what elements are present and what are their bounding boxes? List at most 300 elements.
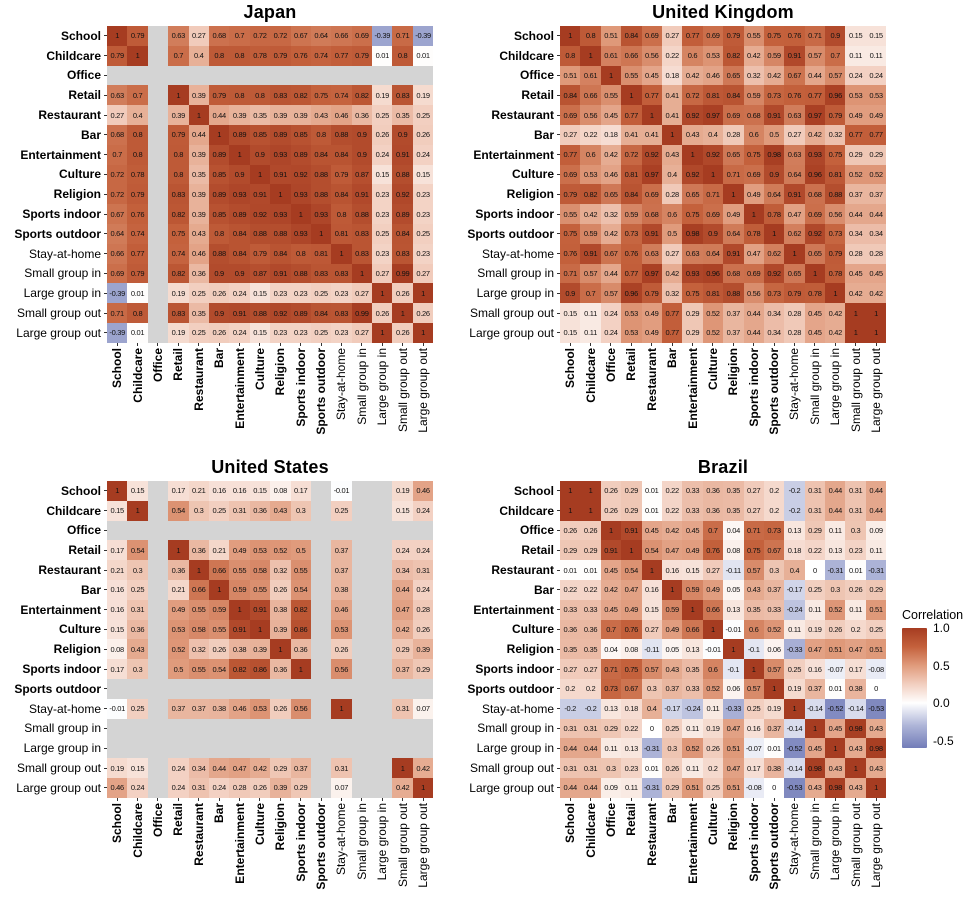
heatmap-cell: 0.36 bbox=[703, 481, 723, 501]
heatmap-cell: 0.8 bbox=[311, 125, 331, 145]
heatmap-cell: 0.51 bbox=[825, 639, 845, 659]
y-axis-label: Office bbox=[0, 521, 107, 541]
heatmap-cell: 0.23 bbox=[372, 244, 392, 264]
heatmap-cell: 0.77 bbox=[621, 105, 641, 125]
y-axis-label: Bar bbox=[453, 125, 560, 145]
heatmap-cell: 0.43 bbox=[311, 105, 331, 125]
heatmap-cell: 0.24 bbox=[127, 778, 147, 798]
heatmap-cell: 0.08 bbox=[270, 481, 290, 501]
x-axis-label: Childcare bbox=[127, 343, 147, 435]
heatmap-cell: 0.7 bbox=[168, 46, 188, 66]
heatmap-cell: 0.15 bbox=[127, 481, 147, 501]
heatmap-cell: 0.43 bbox=[845, 778, 865, 798]
heatmap-cell: 0.69 bbox=[723, 105, 743, 125]
heatmap-cell: 0.27 bbox=[189, 26, 209, 46]
heatmap-cell: 0.49 bbox=[723, 204, 743, 224]
heatmap-cell: 0.3 bbox=[764, 560, 784, 580]
heatmap-cell: 0.92 bbox=[642, 145, 662, 165]
axis-tick bbox=[692, 343, 693, 346]
heatmap-cell: 0.32 bbox=[744, 66, 764, 86]
y-axis-label: Childcare bbox=[0, 46, 107, 66]
heatmap-cell: 0.87 bbox=[352, 165, 372, 185]
heatmap-cell: 0.9 bbox=[352, 145, 372, 165]
heatmap-cell: 0.53 bbox=[866, 85, 886, 105]
heatmap-cell: 1 bbox=[560, 26, 580, 46]
axis-tick bbox=[814, 798, 815, 801]
heatmap-cell: 0.27 bbox=[352, 323, 372, 343]
heatmap-cell: 0.3 bbox=[291, 501, 311, 521]
heatmap-cell: 0.25 bbox=[805, 580, 825, 600]
heatmap-cell: 0.72 bbox=[107, 165, 127, 185]
heatmap-cell: 0.92 bbox=[250, 204, 270, 224]
heatmap-cell: 0.15 bbox=[107, 501, 127, 521]
heatmap-cell bbox=[189, 719, 209, 739]
heatmap-cell: 0.78 bbox=[744, 224, 764, 244]
heatmap-cell: -0.39 bbox=[107, 323, 127, 343]
heatmap-cell bbox=[127, 719, 147, 739]
heatmap-cell: 0.4 bbox=[703, 125, 723, 145]
heatmap-cell: 0.88 bbox=[209, 244, 229, 264]
heatmap-cell: 0.19 bbox=[764, 699, 784, 719]
heatmap-cell: 0.11 bbox=[580, 303, 600, 323]
heatmap-cell: 0.23 bbox=[621, 758, 641, 778]
heatmap-cell: 0.29 bbox=[845, 145, 865, 165]
x-axis-label: Office bbox=[148, 798, 168, 890]
heatmap-cell: 0.91 bbox=[764, 105, 784, 125]
heatmap-cell: 0.18 bbox=[601, 125, 621, 145]
y-axis-label: Large group out bbox=[0, 323, 107, 343]
heatmap-cell: 0.13 bbox=[784, 521, 804, 541]
heatmap-cell: 0.9 bbox=[352, 125, 372, 145]
x-axis-label: Retail bbox=[168, 343, 188, 435]
x-axis-label: Childcare bbox=[580, 343, 600, 435]
heatmap-cell: 0.53 bbox=[845, 85, 865, 105]
y-axis-label: Retail bbox=[0, 85, 107, 105]
heatmap-cell: 0.27 bbox=[784, 125, 804, 145]
heatmap-cell: -0.08 bbox=[866, 659, 886, 679]
x-axis-label: Sports outdoor bbox=[764, 798, 784, 890]
heatmap-cell: 0.42 bbox=[866, 283, 886, 303]
x-axis-label: Large group in bbox=[372, 343, 392, 435]
axis-tick bbox=[321, 343, 322, 346]
heatmap-cell: 0.8 bbox=[291, 244, 311, 264]
heatmap-cell: 0.82 bbox=[168, 264, 188, 284]
heatmap-cell: 0.42 bbox=[392, 620, 412, 640]
heatmap-cell: 0.62 bbox=[784, 224, 804, 244]
heatmap-cell: 0.53 bbox=[331, 620, 351, 640]
heatmap-cell: 0.01 bbox=[642, 758, 662, 778]
heatmap-cell bbox=[311, 699, 331, 719]
heatmap-cell: 0.84 bbox=[723, 85, 743, 105]
heatmap-cell: 0.54 bbox=[291, 580, 311, 600]
heatmap-cell: 0.69 bbox=[703, 204, 723, 224]
heatmap-cell: 0.32 bbox=[270, 560, 290, 580]
heatmap-cell bbox=[148, 224, 168, 244]
panel-united-kingdom bbox=[453, 0, 906, 455]
heatmap-cell: 0.01 bbox=[127, 323, 147, 343]
heatmap-cell: 0.98 bbox=[682, 224, 702, 244]
heatmap-cell: 0.35 bbox=[744, 600, 764, 620]
heatmap-cell bbox=[229, 719, 249, 739]
heatmap-cell: 0.36 bbox=[560, 620, 580, 640]
heatmap-cell: 0.22 bbox=[560, 580, 580, 600]
heatmap-cell: 0.71 bbox=[560, 264, 580, 284]
heatmap-cell: 0.19 bbox=[413, 85, 433, 105]
heatmap-cell: 0.45 bbox=[642, 521, 662, 541]
y-axis-label: Restaurant bbox=[0, 560, 107, 580]
heatmap-cell: 0.09 bbox=[866, 521, 886, 541]
heatmap-cell bbox=[291, 719, 311, 739]
heatmap-cell: 0.26 bbox=[331, 639, 351, 659]
heatmap-cell: 0.69 bbox=[642, 184, 662, 204]
x-axis-label: Large group out bbox=[413, 343, 433, 435]
heatmap-cell bbox=[372, 659, 392, 679]
heatmap-cell: 0.44 bbox=[825, 501, 845, 521]
heatmap-cell: 0.88 bbox=[250, 303, 270, 323]
heatmap-cell: 0.76 bbox=[703, 540, 723, 560]
x-axis bbox=[560, 798, 906, 890]
heatmap-cell: 0.57 bbox=[744, 560, 764, 580]
heatmap-cell: 0.44 bbox=[189, 125, 209, 145]
heatmap-cell bbox=[413, 679, 433, 699]
heatmap-cell: 0.31 bbox=[805, 501, 825, 521]
heatmap-cell bbox=[352, 501, 372, 521]
heatmap-cell: 0.51 bbox=[682, 778, 702, 798]
heatmap-cell: 0.8 bbox=[127, 125, 147, 145]
heatmap-cell: 0.25 bbox=[413, 224, 433, 244]
heatmap-cell: 0.23 bbox=[845, 540, 865, 560]
heatmap-cell: 0.3 bbox=[825, 580, 845, 600]
heatmap-cell: 0.89 bbox=[229, 204, 249, 224]
heatmap-cell: 0.77 bbox=[662, 323, 682, 343]
heatmap-cell: 0.58 bbox=[250, 560, 270, 580]
panel-brazil bbox=[453, 455, 906, 910]
heatmap-cell: 0.8 bbox=[580, 26, 600, 46]
heatmap-cell: 0.81 bbox=[621, 165, 641, 185]
heatmap-cell: 0.34 bbox=[845, 224, 865, 244]
heatmap-cell: 0.19 bbox=[703, 719, 723, 739]
heatmap-cell: 0.73 bbox=[764, 85, 784, 105]
panel-title-brazil: Brazil bbox=[697, 457, 749, 477]
heatmap-cell: 1 bbox=[845, 303, 865, 323]
heatmap-cell: 0.33 bbox=[560, 600, 580, 620]
heatmap-cell: 0.84 bbox=[229, 244, 249, 264]
heatmap-cell: 0.83 bbox=[392, 85, 412, 105]
heatmap-cell: 0.37 bbox=[168, 699, 188, 719]
y-axis-label: Small group in bbox=[453, 719, 560, 739]
heatmap-cell: 0.25 bbox=[866, 620, 886, 640]
heatmap-cell: 0.25 bbox=[372, 224, 392, 244]
heatmap-cell: 0.37 bbox=[189, 699, 209, 719]
heatmap-cell: 0.8 bbox=[168, 145, 188, 165]
y-axis-label: Retail bbox=[453, 85, 560, 105]
heatmap-cell: 0.92 bbox=[682, 165, 702, 185]
heatmap-cell: 0.66 bbox=[621, 46, 641, 66]
heatmap-cell: 1 bbox=[764, 224, 784, 244]
axis-tick bbox=[855, 343, 856, 346]
heatmap-cell: 0.15 bbox=[413, 165, 433, 185]
heatmap-cell: 0.08 bbox=[723, 540, 743, 560]
heatmap-cell: 0.68 bbox=[107, 125, 127, 145]
heatmap-cell: 0.24 bbox=[845, 66, 865, 86]
heatmap-cell: 0.82 bbox=[291, 600, 311, 620]
heatmap-cell: 0.79 bbox=[723, 26, 743, 46]
x-axis-label: Culture bbox=[703, 343, 723, 435]
heatmap-cell bbox=[148, 679, 168, 699]
heatmap-cell: 1 bbox=[682, 600, 702, 620]
heatmap-cell bbox=[352, 521, 372, 541]
heatmap-cell: 0.42 bbox=[764, 66, 784, 86]
heatmap-cell: 0.68 bbox=[744, 105, 764, 125]
heatmap-cell bbox=[331, 521, 351, 541]
heatmap-cell: 0.39 bbox=[270, 105, 290, 125]
heatmap-cell: 1 bbox=[331, 699, 351, 719]
x-axis-label: Culture bbox=[703, 798, 723, 890]
heatmap-cell: 0.46 bbox=[189, 244, 209, 264]
heatmap-cell: 1 bbox=[270, 184, 290, 204]
heatmap-cell: 0.8 bbox=[229, 85, 249, 105]
heatmap-cell: 0.73 bbox=[621, 224, 641, 244]
heatmap-cell: 0.88 bbox=[352, 204, 372, 224]
heatmap-cell: 0.15 bbox=[392, 501, 412, 521]
heatmap-cell: 0.54 bbox=[127, 540, 147, 560]
heatmap-cell: 0.39 bbox=[291, 105, 311, 125]
heatmap-cell: 0.29 bbox=[270, 758, 290, 778]
heatmap-cell: 0.37 bbox=[866, 184, 886, 204]
heatmap-cell: 0.29 bbox=[580, 540, 600, 560]
heatmap-cell: 0.33 bbox=[682, 481, 702, 501]
heatmap-cell bbox=[148, 521, 168, 541]
heatmap-cell: 0.22 bbox=[805, 540, 825, 560]
heatmap-cell bbox=[372, 719, 392, 739]
heatmap-cell: 0.29 bbox=[682, 303, 702, 323]
heatmap-cell: 0.49 bbox=[845, 105, 865, 125]
heatmap-cell: 0.36 bbox=[580, 620, 600, 640]
heatmap-cell: 0.22 bbox=[621, 719, 641, 739]
heatmap-cell: 0.26 bbox=[662, 758, 682, 778]
heatmap-cell: 0.4 bbox=[127, 105, 147, 125]
heatmap-cell: 0.01 bbox=[560, 560, 580, 580]
heatmap-cell: -0.39 bbox=[107, 283, 127, 303]
heatmap-cell: 0.15 bbox=[250, 323, 270, 343]
heatmap-cell bbox=[372, 580, 392, 600]
heatmap-cell: 0.55 bbox=[621, 66, 641, 86]
axis-tick bbox=[178, 343, 179, 346]
x-axis-label: Restaurant bbox=[642, 798, 662, 890]
heatmap-cell: 0.19 bbox=[168, 283, 188, 303]
heatmap-cell bbox=[311, 679, 331, 699]
heatmap-cell: 0.66 bbox=[331, 26, 351, 46]
heatmap-cell: 0.83 bbox=[331, 303, 351, 323]
heatmap-cell: 0.55 bbox=[189, 600, 209, 620]
heatmap-cell bbox=[270, 719, 290, 739]
heatmap-cell: 0.18 bbox=[784, 540, 804, 560]
heatmap-cell: 0.17 bbox=[291, 481, 311, 501]
heatmap-cell: 0.16 bbox=[107, 580, 127, 600]
heatmap-cell: -0.31 bbox=[825, 560, 845, 580]
heatmap-cell: 0.15 bbox=[560, 303, 580, 323]
heatmap-cell: 0.01 bbox=[127, 283, 147, 303]
heatmap-cell: 0.37 bbox=[845, 184, 865, 204]
heatmap-cell: 0.49 bbox=[866, 105, 886, 125]
heatmap-cell: 0.51 bbox=[601, 26, 621, 46]
heatmap-cell: 0.42 bbox=[845, 283, 865, 303]
heatmap-cell: 0.37 bbox=[723, 323, 743, 343]
y-axis bbox=[0, 481, 107, 798]
heatmap-cell: 0.25 bbox=[744, 699, 764, 719]
heatmap-cell: 0.23 bbox=[270, 283, 290, 303]
heatmap-cell: 1 bbox=[413, 283, 433, 303]
heatmap-cell bbox=[148, 639, 168, 659]
heatmap-cell: 1 bbox=[784, 699, 804, 719]
x-axis-label: Small group in bbox=[352, 343, 372, 435]
y-axis-label: Religion bbox=[0, 184, 107, 204]
heatmap-cell: 0.46 bbox=[107, 778, 127, 798]
heatmap-cell bbox=[413, 719, 433, 739]
heatmap-cell: 0.39 bbox=[229, 105, 249, 125]
heatmap-cell: 0.6 bbox=[662, 204, 682, 224]
heatmap-cell: 0.45 bbox=[601, 560, 621, 580]
heatmap-cell bbox=[311, 560, 331, 580]
heatmap-cell: 1 bbox=[866, 778, 886, 798]
y-axis-label: Sports outdoor bbox=[0, 679, 107, 699]
heatmap-cell: 0.24 bbox=[601, 303, 621, 323]
heatmap-cell: 0.37 bbox=[331, 540, 351, 560]
heatmap-cell: 1 bbox=[642, 560, 662, 580]
heatmap-cell: 0.86 bbox=[250, 659, 270, 679]
heatmap-cell: 0.61 bbox=[601, 46, 621, 66]
heatmap-cell: 1 bbox=[168, 85, 188, 105]
heatmap-cell: 0.28 bbox=[845, 244, 865, 264]
heatmap-cell: 0.6 bbox=[744, 620, 764, 640]
heatmap-cell: 0.31 bbox=[580, 758, 600, 778]
heatmap-cell: 1 bbox=[580, 46, 600, 66]
heatmap-cell: 0.23 bbox=[372, 184, 392, 204]
y-axis-label: Large group in bbox=[0, 283, 107, 303]
heatmap-cell: 0.63 bbox=[682, 244, 702, 264]
heatmap-cell: 0.31 bbox=[189, 778, 209, 798]
heatmap-cell: 0.3 bbox=[845, 521, 865, 541]
heatmap-cell: 0.2 bbox=[560, 679, 580, 699]
heatmap-cell: 1 bbox=[845, 758, 865, 778]
heatmap-cell bbox=[352, 639, 372, 659]
heatmap-cell: 0.87 bbox=[250, 264, 270, 284]
heatmap-cell: 0.71 bbox=[805, 26, 825, 46]
heatmap-cell: 0.47 bbox=[723, 719, 743, 739]
heatmap-cell: 0.25 bbox=[311, 283, 331, 303]
heatmap-cell bbox=[352, 758, 372, 778]
heatmap-cell: 0.42 bbox=[662, 264, 682, 284]
heatmap-cell: 0.9 bbox=[229, 165, 249, 185]
heatmap-cell: 0.37 bbox=[331, 560, 351, 580]
heatmap-cell: 0.63 bbox=[784, 105, 804, 125]
heatmap-cell: 0.63 bbox=[107, 85, 127, 105]
heatmap-cell: 0.38 bbox=[270, 600, 290, 620]
heatmap-cell: 0.25 bbox=[189, 323, 209, 343]
heatmap-cell bbox=[311, 659, 331, 679]
heatmap-cell bbox=[372, 758, 392, 778]
heatmap-cell: 0.27 bbox=[662, 244, 682, 264]
heatmap-cell: 0.19 bbox=[168, 323, 188, 343]
heatmap-cell: 1 bbox=[107, 26, 127, 46]
heatmap-cell: 0.3 bbox=[642, 679, 662, 699]
heatmap-cell: 0.91 bbox=[229, 303, 249, 323]
heatmap-cell: 0.24 bbox=[209, 778, 229, 798]
heatmap-cell: 0.44 bbox=[845, 204, 865, 224]
heatmap-cell: 0.5 bbox=[764, 125, 784, 145]
heatmap-cell bbox=[372, 481, 392, 501]
heatmap-cell: 0.35 bbox=[580, 639, 600, 659]
heatmap-cell: 0.22 bbox=[662, 501, 682, 521]
heatmap-cell: 0.34 bbox=[189, 758, 209, 778]
heatmap-cell: 0.21 bbox=[189, 481, 209, 501]
heatmap-cell: 0.25 bbox=[372, 105, 392, 125]
axis-tick bbox=[631, 798, 632, 801]
heatmap-cell: 0.77 bbox=[642, 85, 662, 105]
heatmap-cell: -0.24 bbox=[784, 600, 804, 620]
heatmap-cell: 0.26 bbox=[703, 738, 723, 758]
x-axis-label: Stay-at-home bbox=[784, 798, 804, 890]
heatmap-cell: 0.96 bbox=[825, 85, 845, 105]
heatmap-cell: 0.35 bbox=[392, 105, 412, 125]
heatmap-cell bbox=[311, 66, 331, 86]
heatmap-cell: 1 bbox=[580, 481, 600, 501]
axis-tick bbox=[361, 798, 362, 801]
heatmap-cell: 0.44 bbox=[805, 66, 825, 86]
heatmap-cell: 0.33 bbox=[580, 600, 600, 620]
heatmap-cell: 0.78 bbox=[250, 46, 270, 66]
x-axis-label: Entertainment bbox=[229, 343, 249, 435]
heatmap-cell bbox=[331, 719, 351, 739]
heatmap-cell: 0.83 bbox=[392, 244, 412, 264]
heatmap-cell bbox=[148, 738, 168, 758]
heatmap-cell: -0.53 bbox=[866, 699, 886, 719]
heatmap-cell bbox=[291, 521, 311, 541]
heatmap-cell: 0.91 bbox=[392, 145, 412, 165]
heatmap-cell: 0.7 bbox=[107, 145, 127, 165]
heatmap-cell: 1 bbox=[392, 303, 412, 323]
heatmap-cell: 0.81 bbox=[311, 244, 331, 264]
axis-tick bbox=[423, 798, 424, 801]
heatmap-cell: -0.33 bbox=[784, 639, 804, 659]
heatmap-cell: 0.31 bbox=[413, 560, 433, 580]
heatmap-cell: 0.88 bbox=[723, 283, 743, 303]
y-axis-label: Small group out bbox=[453, 758, 560, 778]
x-axis-label: Sports outdoor bbox=[764, 343, 784, 435]
y-axis-label: Sports indoor bbox=[453, 204, 560, 224]
y-axis-label: Sports outdoor bbox=[453, 679, 560, 699]
heatmap-cell: 0.77 bbox=[662, 303, 682, 323]
axis-tick bbox=[692, 798, 693, 801]
heatmap-cell: 0.2 bbox=[845, 620, 865, 640]
heatmap-cell: 0.56 bbox=[580, 105, 600, 125]
axis-tick bbox=[117, 798, 118, 801]
heatmap-cell: 1 bbox=[560, 501, 580, 521]
heatmap-cell: 0.65 bbox=[723, 66, 743, 86]
heatmap-cell: 0.88 bbox=[270, 224, 290, 244]
heatmap-cell: 0.85 bbox=[250, 125, 270, 145]
heatmap-cell: 0.53 bbox=[621, 303, 641, 323]
heatmap-cell: 0.27 bbox=[372, 264, 392, 284]
heatmap-cell: 1 bbox=[744, 204, 764, 224]
heatmap-cell: 0.44 bbox=[866, 481, 886, 501]
heatmap-cell: 0.25 bbox=[127, 699, 147, 719]
heatmap-cell: 0.49 bbox=[703, 580, 723, 600]
heatmap-cell: 1 bbox=[642, 105, 662, 125]
y-axis-label: Retail bbox=[0, 540, 107, 560]
axis-tick bbox=[382, 343, 383, 346]
heatmap-cell: 0.24 bbox=[229, 283, 249, 303]
